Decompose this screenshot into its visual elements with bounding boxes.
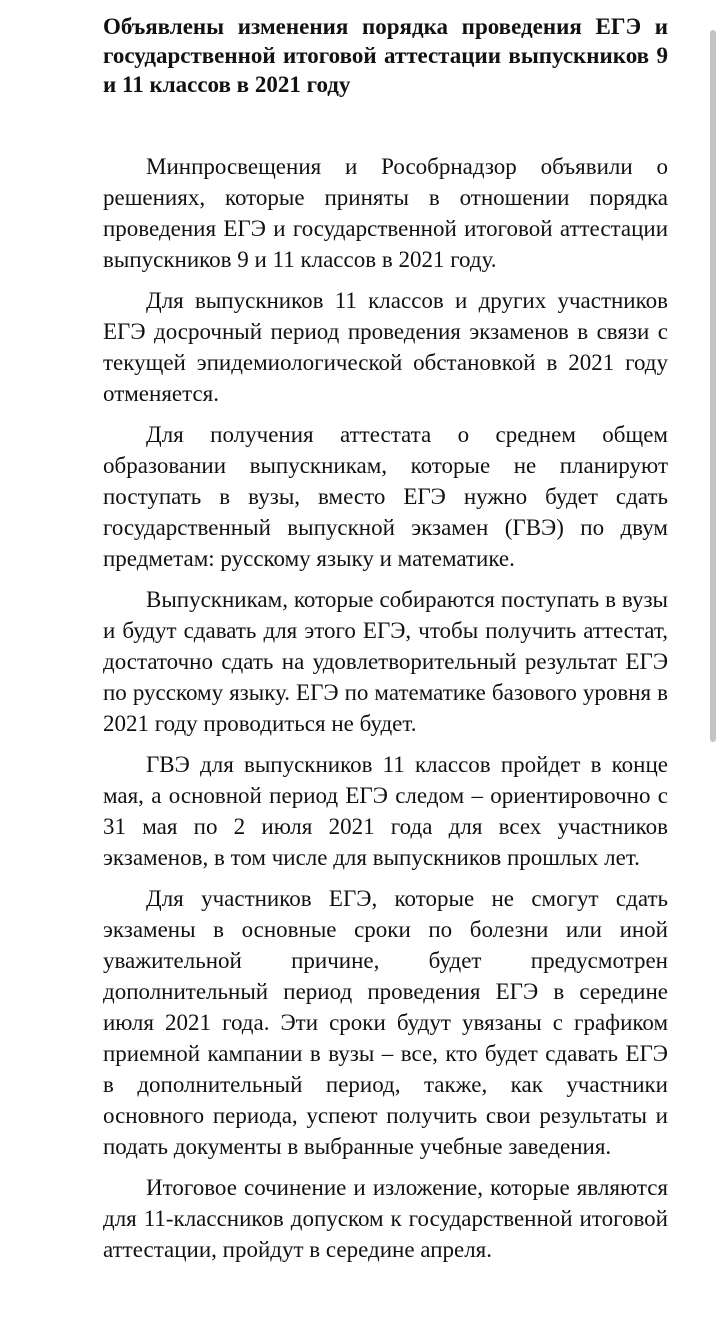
- paragraph-4: Выпускникам, которые собираются поступать в вузы и будут сдавать для этого ЕГЭ, чтобы получить аттестат, достаточно сдать на удовлетворительный результат ЕГЭ по русскому языку. ЕГЭ по математике базового уровня в 2021 году проводиться не будет.: [103, 587, 668, 736]
- article-body: [103, 151, 668, 1265]
- paragraph-2: Для выпускников 11 классов и других участников ЕГЭ досрочный период проведения экзаменов в связи с текущей эпидемиологической обстановкой в 2021 году отменяется.: [103, 288, 668, 406]
- article-title: Объявлены изменения порядка проведения ЕГЭ и государственной итоговой аттестации выпускников 9 и 11 классов в 2021 году: [103, 14, 668, 97]
- vertical-scrollbar[interactable]: [710, 30, 716, 742]
- paragraph-3: Для получения аттестата о среднем общем образовании выпускникам, которые не планируют поступать в вузы, вместо ЕГЭ нужно будет сдать государственный выпускной экзамен (ГВЭ) по двум предметам: русскому языку и математике.: [103, 422, 668, 571]
- paragraph-7: Итоговое сочинение и изложение, которые являются для 11-классников допуском к государственной итоговой аттестации, пройдут в середине апреля.: [103, 1175, 668, 1262]
- paragraph-6: Для участников ЕГЭ, которые не смогут сдать экзамены в основные сроки по болезни или иной уважительной причине, будет предусмотрен дополнительный период проведения ЕГЭ в середине июля 2021 года. Эти сроки будут увязаны с графиком приемной кампании в вузы – все, кто будет сдавать ЕГЭ в дополнительный период, также, как участники основного периода, успеют получить свои результаты и подать документы в выбранные учебные заведения.: [103, 886, 668, 1159]
- paragraph-5: ГВЭ для выпускников 11 классов пройдет в конце мая, а основной период ЕГЭ следом – ориентировочно с 31 мая по 2 июля 2021 года для всех участников экзаменов, в том числе для выпускников прошлых лет.: [103, 752, 668, 870]
- paragraph-1: Минпросвещения и Рособрнадзор объявили о решениях, которые приняты в отношении порядка проведения ЕГЭ и государственной итоговой аттестации выпускников 9 и 11 классов в 2021 году.: [103, 154, 668, 272]
